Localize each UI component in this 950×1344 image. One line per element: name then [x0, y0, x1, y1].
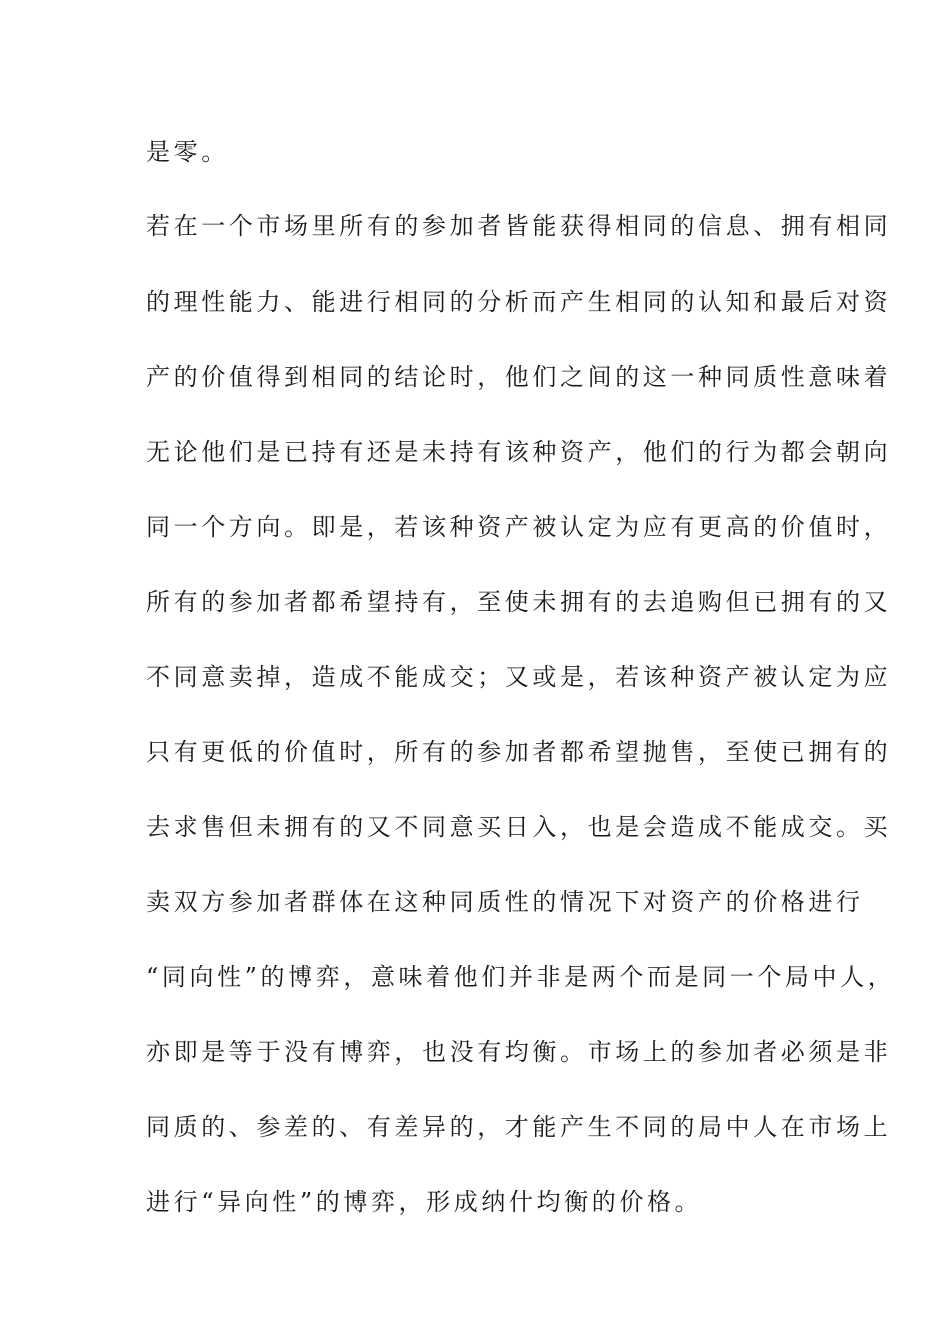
paragraph-line: 同一个方向。即是，若该种资产被认定为应有更高的价值时， — [146, 513, 892, 541]
paragraph-line: 亦即是等于没有博弈，也没有均衡。市场上的参加者必须是非 — [146, 1038, 892, 1066]
paragraph-line: 无论他们是已持有还是未持有该种资产，他们的行为都会朝向 — [146, 438, 892, 466]
paragraph-line: 卖双方参加者群体在这种同质性的情况下对资产的价格进行 — [146, 888, 864, 916]
paragraph-line: 是零。 — [146, 138, 229, 166]
paragraph-line: 只有更低的价值时，所有的参加者都希望抛售，至使已拥有的 — [146, 738, 892, 766]
paragraph-line: 所有的参加者都希望持有，至使未拥有的去追购但已拥有的又 — [146, 588, 892, 616]
paragraph-line: 产的价值得到相同的结论时，他们之间的这一种同质性意味着 — [146, 363, 892, 391]
paragraph-line: 不同意卖掉，造成不能成交；又或是，若该种资产被认定为应 — [146, 663, 892, 691]
paragraph-line: 同质的、参差的、有差异的，才能产生不同的局中人在市场上 — [146, 1113, 892, 1141]
paragraph-line: 去求售但未拥有的又不同意买日入，也是会造成不能成交。买 — [146, 813, 892, 841]
paragraph-line: “同向性”的博弈，意味着他们并非是两个而是同一个局中人， — [146, 963, 896, 991]
paragraph-line: 若在一个市场里所有的参加者皆能获得相同的信息、拥有相同 — [146, 212, 892, 240]
paragraph-line: 的理性能力、能进行相同的分析而产生相同的认知和最后对资 — [146, 288, 892, 316]
paragraph-line: 进行“异向性”的博弈，形成纳什均衡的价格。 — [146, 1188, 703, 1216]
